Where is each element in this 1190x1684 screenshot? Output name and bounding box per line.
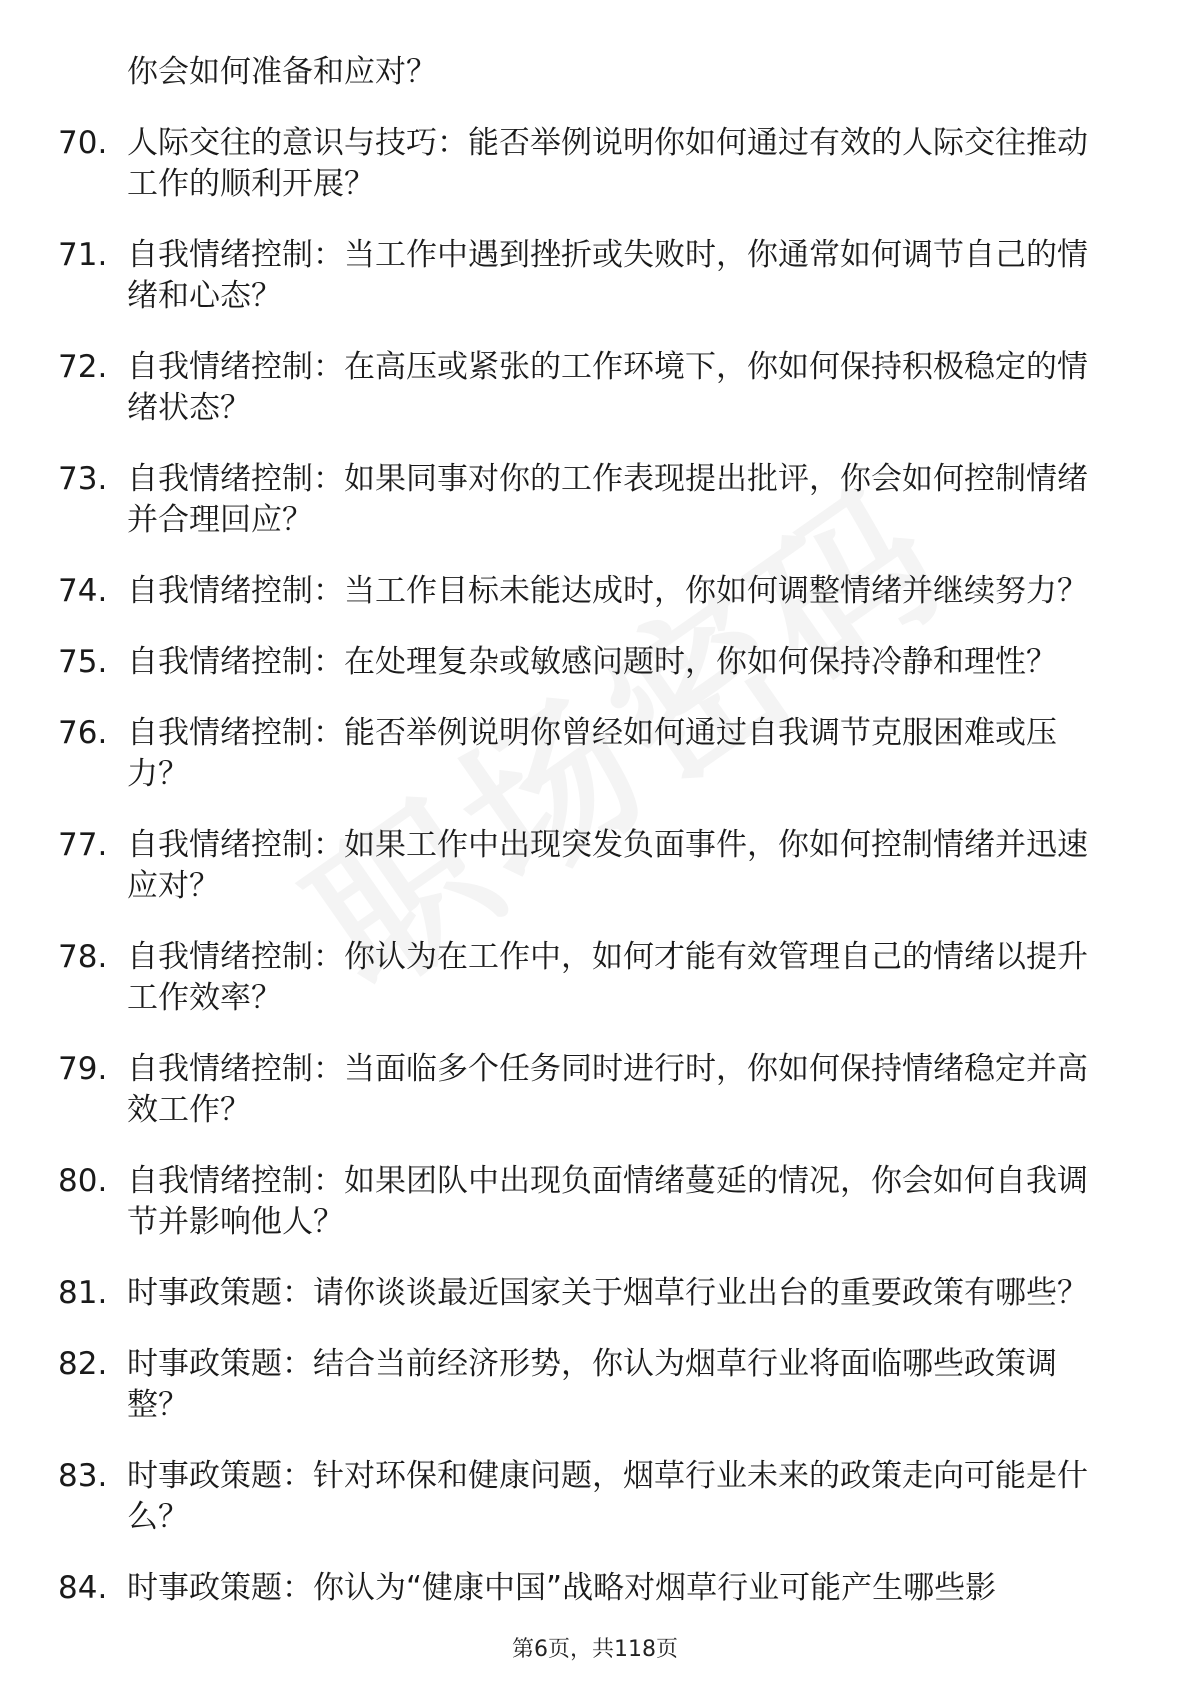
item-number: 70. <box>58 125 108 161</box>
item-text: 自我情绪控制：如果同事对你的工作表现提出批评，你会如何控制情绪并合理回应？ <box>127 461 1088 538</box>
item-number: 73. <box>58 461 108 497</box>
item-number: 81. <box>58 1275 108 1311</box>
list-item <box>0 825 1190 907</box>
item-number: 82. <box>58 1346 108 1382</box>
item-number: 77. <box>58 827 108 863</box>
question-list <box>0 52 1190 1639</box>
item-number: 75. <box>58 644 108 680</box>
item-text: 自我情绪控制：能否举例说明你曾经如何通过自我调节克服困难或压力？ <box>127 715 1057 792</box>
item-text: 时事政策题：你认为“健康中国”战略对烟草行业可能产生哪些影 <box>127 1570 997 1606</box>
list-item <box>0 52 1190 93</box>
list-item <box>0 1456 1190 1538</box>
item-text: 时事政策题：针对环保和健康问题，烟草行业未来的政策走向可能是什么？ <box>127 1458 1088 1535</box>
list-item <box>0 937 1190 1019</box>
item-text: 自我情绪控制：当工作目标未能达成时，你如何调整情绪并继续努力？ <box>127 573 1088 609</box>
item-text: 自我情绪控制：在高压或紧张的工作环境下，你如何保持积极稳定的情绪状态？ <box>127 349 1088 426</box>
item-text: 时事政策题：请你谈谈最近国家关于烟草行业出台的重要政策有哪些？ <box>127 1275 1088 1311</box>
list-item <box>0 1568 1190 1609</box>
list-item <box>0 713 1190 795</box>
item-text: 自我情绪控制：如果工作中出现突发负面事件，你如何控制情绪并迅速应对？ <box>127 827 1088 904</box>
item-text: 自我情绪控制：当工作中遇到挫折或失败时，你通常如何调节自己的情绪和心态？ <box>127 237 1088 314</box>
list-item <box>0 459 1190 541</box>
list-item <box>0 642 1190 683</box>
item-number: 74. <box>58 573 108 609</box>
item-text: 自我情绪控制：如果团队中出现负面情绪蔓延的情况，你会如何自我调节并影响他人？ <box>127 1163 1088 1240</box>
item-text: 自我情绪控制：在处理复杂或敏感问题时，你如何保持冷静和理性？ <box>127 644 1057 680</box>
item-text: 人际交往的意识与技巧：能否举例说明你如何通过有效的人际交往推动工作的顺利开展？ <box>127 125 1088 202</box>
item-text: 你会如何准备和应对？ <box>127 54 437 90</box>
list-item <box>0 1049 1190 1131</box>
item-number: 76. <box>58 715 108 751</box>
item-number: 72. <box>58 349 108 385</box>
list-item <box>0 1273 1190 1314</box>
list-item <box>0 123 1190 205</box>
list-item <box>0 235 1190 317</box>
item-text: 自我情绪控制：你认为在工作中，如何才能有效管理自己的情绪以提升工作效率？ <box>127 939 1088 1016</box>
list-item <box>0 347 1190 429</box>
item-number: 78. <box>58 939 108 975</box>
page-footer: 第6页，共118页 <box>512 1637 678 1662</box>
list-item <box>0 571 1190 612</box>
item-number: 80. <box>58 1163 108 1199</box>
item-text: 自我情绪控制：当面临多个任务同时进行时，你如何保持情绪稳定并高效工作？ <box>127 1051 1088 1128</box>
item-number: 79. <box>58 1051 108 1087</box>
item-number: 71. <box>58 237 108 273</box>
item-text: 时事政策题：结合当前经济形势，你认为烟草行业将面临哪些政策调整？ <box>127 1346 1057 1423</box>
item-number: 83. <box>58 1458 108 1494</box>
item-number: 84. <box>58 1570 108 1606</box>
list-item <box>0 1344 1190 1426</box>
list-item <box>0 1161 1190 1243</box>
